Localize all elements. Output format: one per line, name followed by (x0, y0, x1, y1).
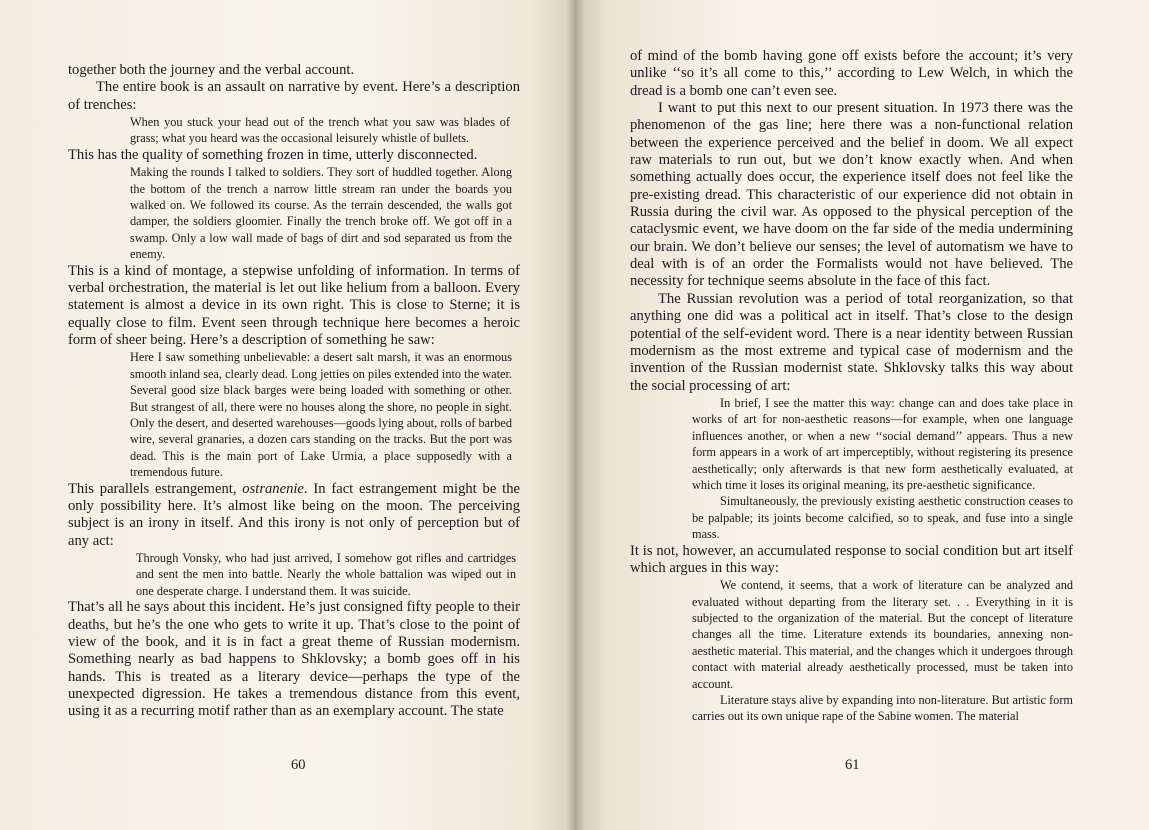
paragraph (68, 481, 520, 550)
paragraph: I want to put this next to our present situation. In 1973 there was the phenomenon of the gas line; here there was a non-functional relation between the experience perceived and the belief in doom. We all expect raw materials to run out, but we don’t know exactly when. And when something actually does occur, the experience itself does not feel like the pre-existing dread. This characteristic of our experience did not obtain in Russia during the civil war. As opposed to the physical perception of the cataclysmic event, we have doom on the far side of the media undermining our brain. We don’t believe our senses; the level of automatism we have to deal with is of an order the Formalists would not have believed. The necessity for technique seems absolute in the face of this fact. (630, 100, 1073, 290)
block-quote: Making the rounds I talked to soldiers. They sort of huddled together. Along the bottom of the trench a narrow little stream ran under the boards you walked on. We followed its course. As the terrain descended, the walls got damper, the soldiers gloomier. Finally the trench broke off. We got off in a swamp. Only a low wall made of bags of dirt and sod separated us from the enemy. (130, 165, 512, 262)
right-page (575, 0, 1149, 830)
paragraph: It is not, however, an accumulated response to social condition but art itself which argues in this way: (630, 542, 1073, 576)
text-run: . In fact estrangement might be the only possibility here. It’s almost like being on the moon. The perceiving subject is an irony in itself. And this irony is not only of perception but of any act: (68, 480, 520, 549)
quote-paragraph: We contend, it seems, that a work of literature can be analyzed and evaluated without departing from the literary set. . . Everything in it is subjected to the organization of the material. But the concept of literature changes all the time. Literature extends its boundaries, annexing non-aesthetic material. This material, and the changes which it undergoes through contact with material already aesthetically processed, must be taken into account. (692, 578, 1073, 691)
block-quote (692, 577, 1073, 725)
paragraph: That’s all he says about this incident. He’s just consigned fifty people to their deaths, but he’s the one who gets to write it up. That’s close to the point of view of the book, and it is in fact a great theme of Russian modernism. Something nearly as bad happens to Shklovsky; a bomb goes off in his hands. This is treated as a literary device—perhaps the type of the unexpected digression. He takes a tremendous distance from this event, using it as a recurring motif rather than as an exemplary account. The state (68, 599, 520, 720)
page-number: 60 (291, 757, 306, 773)
paragraph: This has the quality of something frozen in time, utterly disconnected. (68, 146, 478, 163)
text-run: This parallels estrangement, (68, 480, 243, 497)
block-quote: Through Vonsky, who had just arrived, I somehow got rifles and cartridges and sent the men into battle. Nearly the whole battalion was wiped out in one desperate charge. I understand them. It was suicide. (136, 550, 516, 598)
left-page-text (68, 62, 520, 721)
paragraph: The entire book is an assault on narrative by event. Here’s a description of trenches: (68, 79, 520, 113)
paragraph: of mind of the bomb having gone off exists before the account; it’s very unlike ‘‘so it’s all come to this,’’ according to Lew Welch, in which the dread is a bomb one can’t even see. (630, 48, 1073, 99)
block-quote: When you stuck your head out of the trench what you saw was blades of grass; what you heard was the occasional leisurely whistle of bullets. (130, 115, 510, 146)
page-number: 61 (845, 757, 860, 773)
paragraph: This is a kind of montage, a stepwise unfolding of information. In terms of verbal orchestration, the material is let out like helium from a balloon. Every statement is almost a device in its own right. This is close to Sterne; it is equally close to film. Event seen through technique here becomes a heroic form of sheer being. Here’s a description of something he saw: (68, 262, 520, 348)
paragraph: The Russian revolution was a period of total reorganization, so that anything one did was a political act in itself. That’s close to the design potential of the self-evident word. There is a near identity between Russian modernism as the most extreme and typical case of modernism and the invention of the Russian modernist state. Shklovsky talks this way about the social processing of art: (630, 290, 1073, 394)
quote-paragraph: In brief, I see the matter this way: change can and does take place in works of art for non-aesthetic reasons—for example, when one language influences another, or when a new ‘‘social demand’’ appears. Thus a new form appears in a work of art imperceptibly, without registering its presence aesthetically; only afterwards is that new form aesthetically evaluated, at which time it loses its original meaning, its pre-aesthetic significance. (692, 395, 1073, 492)
block-quote (692, 395, 1073, 543)
italic-term: ostranenie (242, 480, 304, 497)
paragraph: together both the journey and the verbal account. (68, 62, 355, 78)
quote-paragraph: Simultaneously, the previously existing aesthetic construction ceases to be palpable; its joints become calcified, so to speak, and fuse into a single mass. (692, 494, 1073, 542)
block-quote: Here I saw something unbelievable: a desert salt marsh, it was an enormous smooth inland sea, clearly dead. Long jetties on piles extended into the water. Several good size black barges were being loaded with something or other. But strangest of all, there were no houses along the shore, no people in sight. Only the desert, and deserted warehouses—goods lying about, rolls of barbed wire, several granaries, a dozen cars standing on the tracks. But the port was dead. This is the main port of Lake Urmia, a place supposedly with a tremendous future. (130, 350, 512, 480)
right-page-text (630, 48, 1073, 725)
quote-paragraph: Literature stays alive by expanding into non-literature. But artistic form carries out its own unique rape of the Sabine women. The material (692, 693, 1073, 724)
